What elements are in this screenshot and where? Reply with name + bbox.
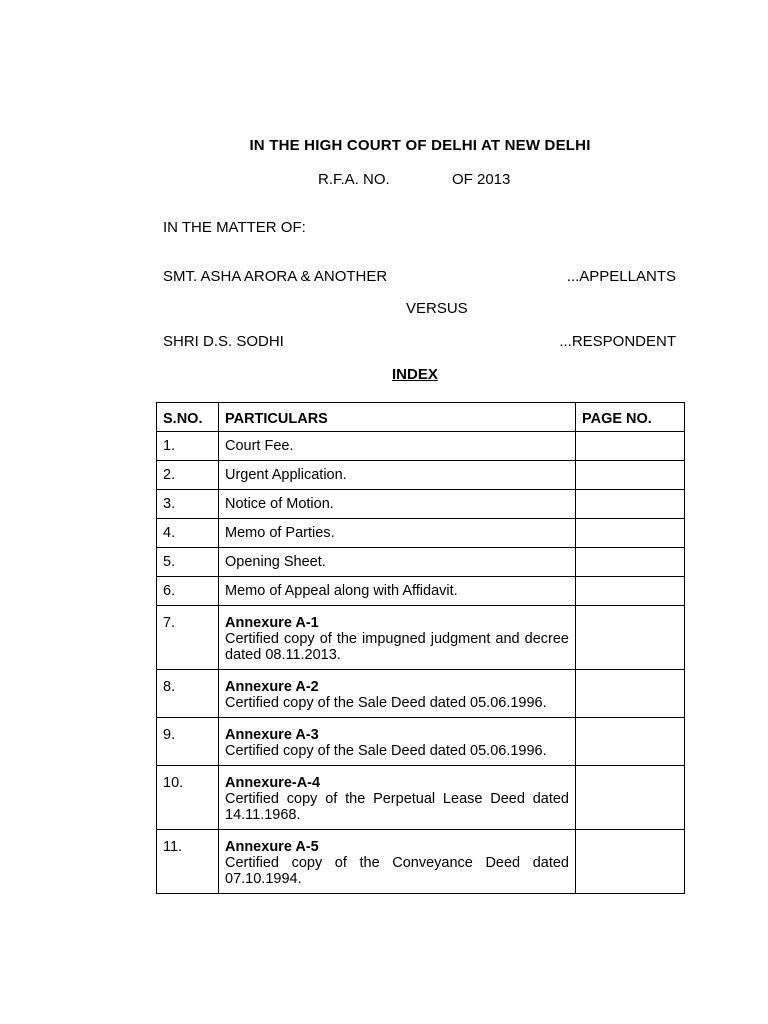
respondent-role: ...RESPONDENT — [559, 333, 676, 350]
case-year: OF 2013 — [452, 171, 511, 188]
row-page-no — [576, 461, 685, 490]
row-sno: 1. — [157, 432, 219, 461]
row-particulars — [219, 766, 576, 830]
row-sno: 3. — [157, 490, 219, 519]
header-particulars: PARTICULARS — [219, 403, 576, 432]
table-row — [157, 606, 685, 670]
table-row — [157, 830, 685, 894]
table-row — [157, 432, 685, 461]
row-sno: 11. — [157, 830, 219, 894]
row-particulars — [219, 606, 576, 670]
row-sno: 2. — [157, 461, 219, 490]
row-page-no — [576, 577, 685, 606]
row-particulars — [219, 670, 576, 718]
table-header-row — [157, 403, 685, 432]
row-page-no — [576, 548, 685, 577]
row-particulars: Memo of Appeal along with Affidavit. — [219, 577, 576, 606]
annexure-title: Annexure-A-4 — [225, 775, 321, 791]
table-row — [157, 577, 685, 606]
table-row — [157, 548, 685, 577]
respondent-name: SHRI D.S. SODHI — [163, 333, 284, 350]
annexure-description: Certified copy of the Perpetual Lease Deed dated 14.11.1968. — [225, 791, 569, 823]
table-row — [157, 670, 685, 718]
matter-label: IN THE MATTER OF: — [163, 219, 306, 236]
row-particulars: Opening Sheet. — [219, 548, 576, 577]
index-heading: INDEX — [392, 366, 438, 383]
row-particulars: Memo of Parties. — [219, 519, 576, 548]
header-sno: S.NO. — [157, 403, 219, 432]
table-row — [157, 461, 685, 490]
appellant-name: SMT. ASHA ARORA & ANOTHER — [163, 268, 388, 285]
row-page-no — [576, 718, 685, 766]
row-particulars — [219, 718, 576, 766]
row-particulars — [219, 830, 576, 894]
case-number-line — [318, 171, 510, 188]
row-sno: 4. — [157, 519, 219, 548]
table-row — [157, 766, 685, 830]
row-sno: 9. — [157, 718, 219, 766]
annexure-description: Certified copy of the Sale Deed dated 05.06.1996. — [225, 695, 547, 711]
row-page-no — [576, 519, 685, 548]
annexure-description: Certified copy of the impugned judgment and decree dated 08.11.2013. — [225, 631, 569, 663]
row-sno: 7. — [157, 606, 219, 670]
row-sno: 6. — [157, 577, 219, 606]
court-title: IN THE HIGH COURT OF DELHI AT NEW DELHI — [249, 137, 591, 154]
appellant-role: ...APPELLANTS — [566, 268, 676, 285]
header-page-no: PAGE NO. — [576, 403, 685, 432]
annexure-title: Annexure A-1 — [225, 615, 319, 631]
annexure-description: Certified copy of the Conveyance Deed dated 07.10.1994. — [225, 855, 569, 887]
index-table — [156, 402, 685, 894]
row-particulars: Urgent Application. — [219, 461, 576, 490]
table-row — [157, 519, 685, 548]
annexure-description: Certified copy of the Sale Deed dated 05.06.1996. — [225, 743, 547, 759]
row-page-no — [576, 606, 685, 670]
row-page-no — [576, 490, 685, 519]
row-sno: 8. — [157, 670, 219, 718]
row-page-no — [576, 766, 685, 830]
appellant-row — [163, 268, 676, 285]
versus-label: VERSUS — [406, 300, 468, 317]
row-page-no — [576, 830, 685, 894]
row-sno: 10. — [157, 766, 219, 830]
row-page-no — [576, 432, 685, 461]
row-particulars: Court Fee. — [219, 432, 576, 461]
table-row — [157, 718, 685, 766]
respondent-row — [163, 333, 676, 350]
annexure-title: Annexure A-3 — [225, 727, 319, 743]
table-row — [157, 490, 685, 519]
row-particulars: Notice of Motion. — [219, 490, 576, 519]
row-page-no — [576, 670, 685, 718]
case-no-label: R.F.A. NO. — [318, 171, 390, 188]
annexure-title: Annexure A-5 — [225, 839, 319, 855]
annexure-title: Annexure A-2 — [225, 679, 319, 695]
row-sno: 5. — [157, 548, 219, 577]
